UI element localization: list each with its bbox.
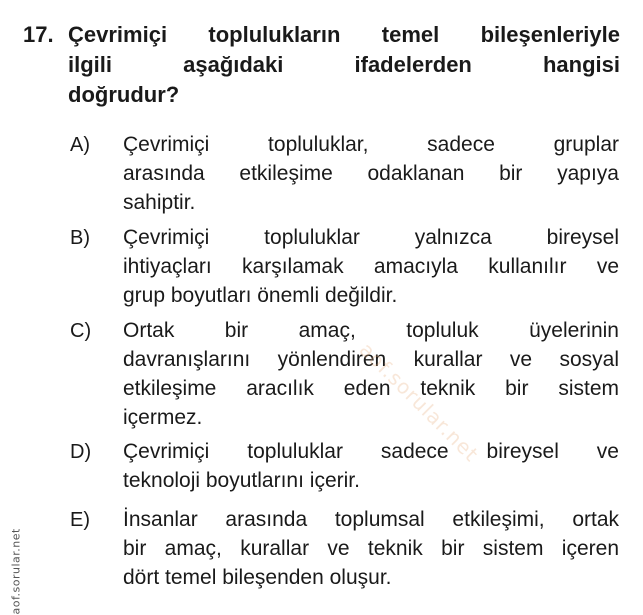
option-line: içermez. <box>123 406 203 429</box>
option-line: arasında etkileşime odaklanan bir yapıya <box>123 162 619 185</box>
option-line: İnsanlar arasında toplumsal etkileşimi, ortak <box>123 508 619 531</box>
question-stem <box>68 20 620 110</box>
option-line: Ortak bir amaç, topluluk üyelerinin <box>123 319 619 342</box>
option-text <box>123 223 619 310</box>
option-text <box>123 316 619 432</box>
option-text <box>123 130 619 217</box>
question-number: 17. <box>23 22 54 47</box>
option-line: teknoloji boyutlarını içerir. <box>123 469 360 492</box>
option-letter: B) <box>70 227 90 249</box>
option-line: etkileşime aracılık eden teknik bir sistem <box>123 377 619 400</box>
option-line: Çevrimiçi topluluklar sadece bireysel ve <box>123 440 619 463</box>
option-line: dört temel bileşenden oluşur. <box>123 566 392 589</box>
option-text <box>123 505 619 592</box>
option-line: Çevrimiçi topluluklar yalnızca bireysel <box>123 226 619 249</box>
side-watermark: aof.sorular.net <box>9 528 23 615</box>
question-stem-line: ilgili aşağıdaki ifadelerden hangisi <box>68 52 620 77</box>
option-line: davranışlarını yönlendiren kurallar ve sosyal <box>123 348 619 371</box>
option-line: sahiptir. <box>123 191 196 214</box>
option-text <box>123 437 619 495</box>
option-letter: E) <box>70 509 90 531</box>
option-letter: C) <box>70 320 92 342</box>
option-line: Çevrimiçi topluluklar, sadece gruplar <box>123 133 619 156</box>
option-line: ihtiyaçları karşılamak amacıyla kullanılır ve <box>123 255 619 278</box>
question-stem-line: doğrudur? <box>68 82 180 107</box>
option-letter: A) <box>70 134 90 156</box>
option-line: grup boyutları önemli değildir. <box>123 284 398 307</box>
question-stem-line: Çevrimiçi toplulukların temel bileşenleriyle <box>68 22 620 47</box>
option-letter: D) <box>70 441 92 463</box>
option-line: bir amaç, kurallar ve teknik bir sistem içeren <box>123 537 619 560</box>
center-watermark: aof.sorular.net <box>354 337 484 467</box>
